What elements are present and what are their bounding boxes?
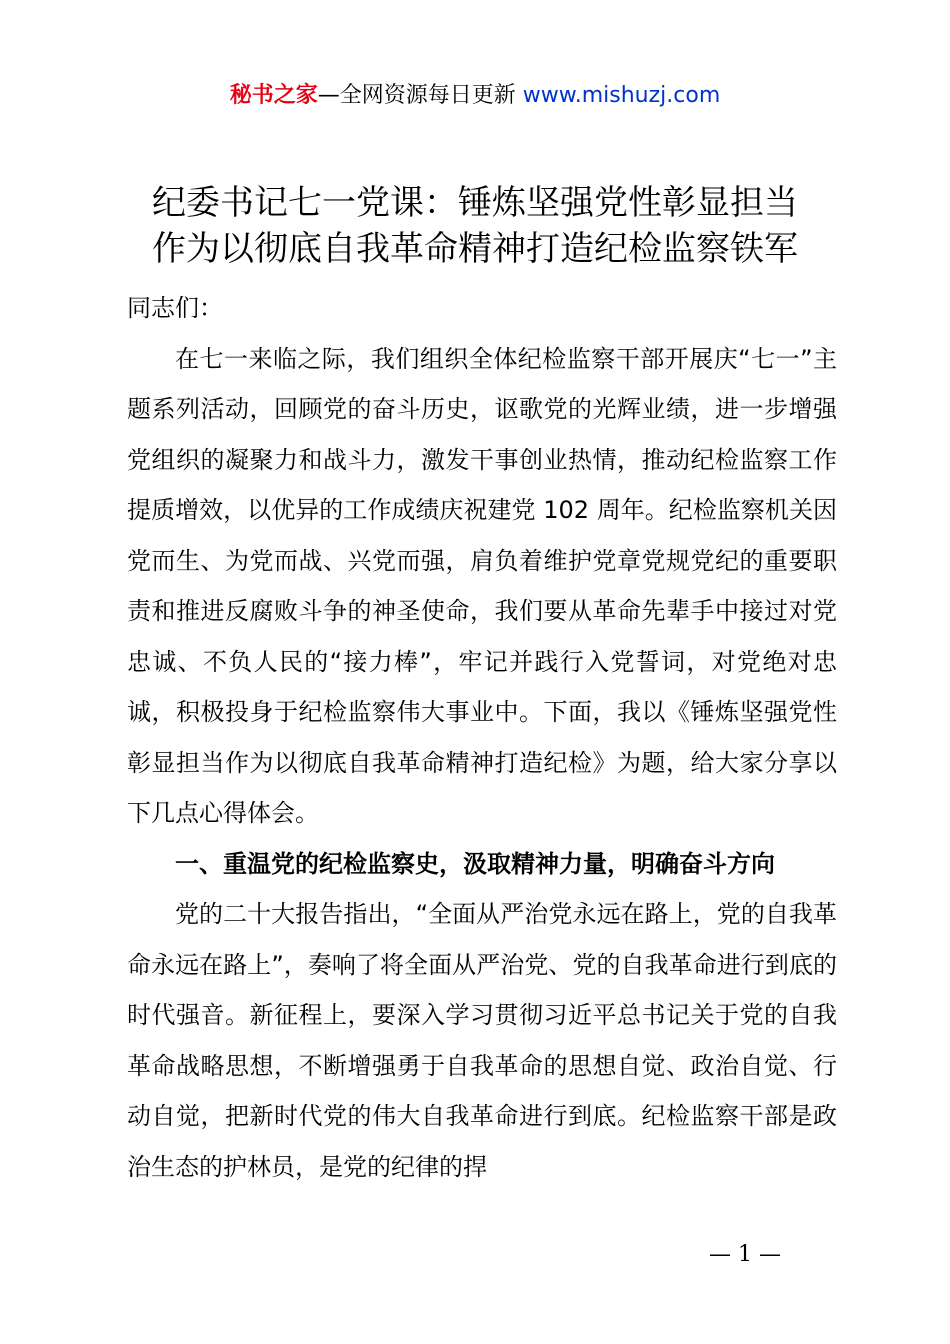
intro-paragraph: 在七一来临之际，我们组织全体纪检监察干部开展庆“七一”主题系列活动，回顾党的奋斗历史，讴歌党的光辉业绩，进一步增强党组织的凝聚力和战斗力，激发干事创业热情，推动纪检监察工作提质增效，以优异的工作成绩庆祝建党 102 周年。纪检监察机关因党而生、为党而战、兴党而强，肩负着维护党章党规党纪的重要职责和推进反腐败斗争的神圣使命，我们要从革命先辈手中接过对党忠诚、不负人民的“接力棒”，牢记并践行入党誓词，对党绝对忠诚，积极投身于纪检监察伟大事业中。下面，我以《锤炼坚强党性彰显担当作为以彻底自我革命精神打造纪检》为题，给大家分享以下几点心得体会。 xyxy=(127,344,837,827)
website-link[interactable]: www.mishuzj.com xyxy=(522,83,721,108)
section-1-paragraph: 党的二十大报告指出，“全面从严治党永远在路上，党的自我革命永远在路上”，奏响了将全面从严治党、党的自我革命进行到底的时代强音。新征程上，要深入学习贯彻习近平总书记关于党的自我革命战略思想，不断增强勇于自我革命的思想自觉、政治自觉、行动自觉，把新时代党的伟大自我革命进行到底。纪检监察干部是政治生态的护林员，是党的纪律的捍 xyxy=(127,900,837,1181)
section-heading-1: 一、重温党的纪检监察史，汲取精神力量，明确奋斗方向 xyxy=(175,849,775,878)
title-line-1: 纪委书记七一党课：锤炼坚强党性彰显担当 xyxy=(152,183,798,223)
salutation: 同志们： xyxy=(127,294,223,322)
header-slogan: —全网资源每日更新 xyxy=(317,83,523,108)
brand-name: 秘书之家 xyxy=(229,83,318,108)
document-body xyxy=(127,283,837,1192)
title-line-2: 作为以彻底自我革命精神打造纪检监察铁军 xyxy=(152,229,798,269)
page-number: — 1 — xyxy=(709,1242,781,1267)
document-title xyxy=(100,180,850,272)
site-header-banner xyxy=(0,80,950,112)
